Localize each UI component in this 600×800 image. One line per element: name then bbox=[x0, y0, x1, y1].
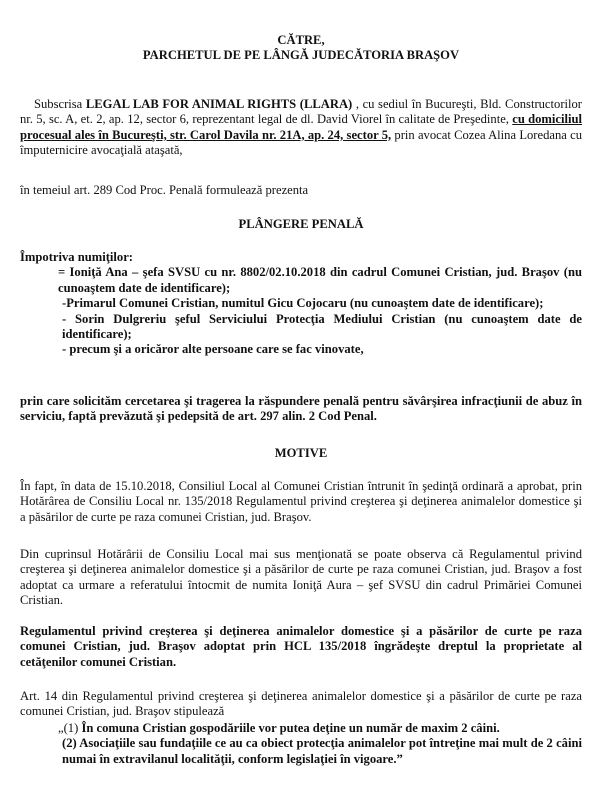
respondents-section bbox=[20, 250, 582, 358]
motives-paragraph-2: Din cuprinsul Hotărârii de Consiliu Local mai sus menţionată se poate observa că Regulamentul privind creşterea şi deţinerea animalelor domestice şi a păsărilor de curte pe raza comunei Cristian, jud. Braşov a fost adoptat ca urmare a referatului întocmit de numita Ioniţă Aura – şef SVSU din cadrul Primăriei Comunei Cristian. bbox=[20, 547, 582, 608]
addressee-line: CĂTRE, bbox=[277, 33, 325, 47]
motives-paragraph-1: În fapt, în data de 15.10.2018, Consiliul Local al Comunei Cristian întrunit în şedinţă ordinară a aprobat, prin Hotărârea de Consiliu Local nr. 135/2018 Regulamentul privind creşterea şi deţinerea animalelor domestice şi a păsărilor de curte pe raza comunei Cristian, jud. Braşov. bbox=[20, 479, 582, 524]
respondent-4: - precum şi a oricăror alte persoane care se fac vinovate, bbox=[62, 342, 364, 357]
article-quote bbox=[20, 721, 582, 767]
respondent-1: = Ioniţă Ana – şefa SVSU cu nr. 8802/02.10.2018 din cadrul Comunei Cristian, jud. Braşov (nu cunoaştem date de identificare); bbox=[58, 265, 582, 295]
quote-line-2: (2) Asociaţiile sau fundaţiile ce au ca obiect protecţia animalelor pot întreţine mai mult de 2 câini numai în extravilanul localităţii, conform legislaţiei în vigoare.” bbox=[62, 736, 582, 766]
intro-paragraph: Subscrisa LEGAL LAB FOR ANIMAL RIGHTS (LLARA) , cu sediul în Bucureşti, Bld. Constructorilor nr. 5, sc. A, et. 2, ap. 12, sector 6, reprezentant legal de dl. David Viorel în calitate de Preşedinte, cu domiciliul procesual ales în Bucureşti, str. Carol Davila nr. 21A, ap. 24, sector 5, prin avocat Cozea Alina Loredana cu împuternicire avocaţială ataşată, bbox=[20, 97, 583, 158]
complaint-title: PLÂNGERE PENALĂ bbox=[238, 217, 364, 231]
request-paragraph: prin care solicităm cercetarea şi tragerea la răspundere penală pentru săvârşirea infracţiunii de abuz în serviciu, faptă prevăzută şi pedepsită de art. 297 alin. 2 Cod Penal. bbox=[20, 394, 582, 424]
motives-title: MOTIVE bbox=[274, 446, 328, 460]
quote-line-1: „(1) În comuna Cristian gospodăriile vor putea deţine un număr de maxim 2 câini. bbox=[58, 721, 500, 735]
motives-paragraph-3: Regulamentul privind creşterea şi deţinerea animalelor domestice şi a păsărilor de curte pe raza comunei Cristian, jud. Braşov adoptat prin HCL 135/2018 îngrădeşte dreptul la proprietate al cetăţenilor comunei Cristian. bbox=[20, 624, 582, 669]
procedural-domicile: cu domiciliul procesual ales în Bucureşti, str. Carol Davila nr. 21A, ap. 24, sector 5, bbox=[20, 112, 583, 142]
court-name: PARCHETUL DE PE LÂNGĂ JUDECĂTORIA BRAŞOV bbox=[142, 48, 460, 63]
legal-basis: în temeiul art. 289 Cod Proc. Penală formulează prezenta bbox=[20, 183, 309, 197]
respondent-2: -Primarul Comunei Cristian, numitul Gicu Cojocaru (nu cunoaştem date de identificare); bbox=[62, 296, 544, 311]
addressee-heading bbox=[20, 33, 582, 64]
organization-name: LEGAL LAB FOR ANIMAL RIGHTS (LLARA) bbox=[85, 97, 353, 111]
respondent-3: - Sorin Dulgreriu şeful Serviciului Protecţia Mediului Cristian (nu cunoaştem date de identificare); bbox=[62, 311, 582, 342]
motives-paragraph-4: Art. 14 din Regulamentul privind creşterea şi deţinerea animalelor domestice şi a păsărilor de curte pe raza comunei Cristian, jud. Braşov stipulează bbox=[20, 689, 582, 719]
respondents-label: Împotriva numiţilor: bbox=[20, 250, 133, 264]
